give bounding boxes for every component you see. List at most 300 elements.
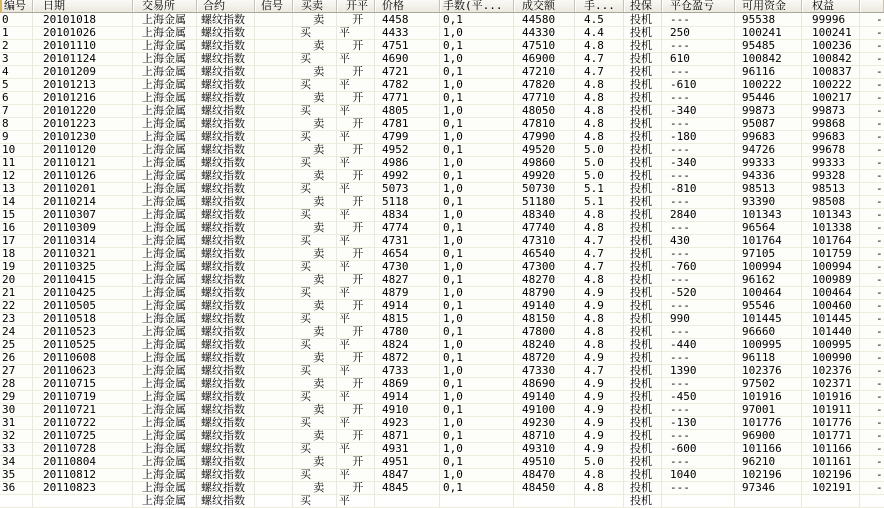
table-cell-equity: 99996: [802, 13, 860, 27]
table-row[interactable]: [0, 338, 884, 351]
table-cell-fee: 4.8: [575, 325, 624, 339]
table-row[interactable]: [0, 390, 884, 403]
table-cell-open-close: 平: [337, 156, 375, 170]
table-cell-hedge-flag: 投机: [624, 221, 662, 235]
table-cell-hedge-flag: 投机: [624, 299, 662, 313]
table-cell-signal: [255, 182, 293, 196]
table-row[interactable]: [0, 13, 884, 26]
table-row[interactable]: [0, 52, 884, 65]
table-row[interactable]: [0, 247, 884, 260]
table-cell-available-funds: 95485: [735, 39, 802, 53]
table-cell-date: 20101026: [33, 26, 133, 40]
table-cell-available-funds: 97502: [735, 377, 802, 391]
table-cell-date: 20110722: [33, 416, 133, 430]
table-row[interactable]: [0, 429, 884, 442]
table-cell-date: 20110523: [33, 325, 133, 339]
table-cell-available-funds: 100241: [735, 26, 802, 40]
table-cell-date: 20110715: [33, 377, 133, 391]
table-cell-equity: 100460: [802, 299, 860, 313]
table-cell-id: 30: [0, 403, 33, 417]
table-cell-lots: 0,1: [440, 455, 514, 469]
table-row[interactable]: [0, 364, 884, 377]
header-cell-closed-pl[interactable]: 平仓盈亏: [662, 0, 735, 12]
table-cell-price: 4751: [375, 39, 440, 53]
table-cell-lots: 1,0: [440, 104, 514, 118]
table-cell-fee: 4.8: [575, 481, 624, 495]
table-cell-hedge-flag: 投机: [624, 455, 662, 469]
table-cell-clipped: -: [860, 221, 884, 235]
table-cell-contract: 螺纹指数: [197, 247, 255, 261]
table-row[interactable]: [0, 481, 884, 494]
table-cell-date: 20101213: [33, 78, 133, 92]
table-cell-open-close: 平: [337, 130, 375, 144]
table-cell-open-close: 平: [337, 182, 375, 196]
table-cell-closed-pl: ---: [662, 195, 735, 209]
table-cell-hedge-flag: 投机: [624, 143, 662, 157]
table-cell-lots: 0,1: [440, 299, 514, 313]
table-cell-exchange: 上海金属: [133, 429, 197, 443]
table-cell-hedge-flag: 投机: [624, 39, 662, 53]
table-cell-contract: 螺纹指数: [197, 208, 255, 222]
table-cell-date: 20101124: [33, 52, 133, 66]
table-cell-available-funds: 96564: [735, 221, 802, 235]
grid-body[interactable]: [0, 13, 884, 507]
table-cell-exchange: 上海金属: [133, 416, 197, 430]
header-cell-exchange[interactable]: 交易所: [133, 0, 197, 12]
table-cell-closed-pl: -450: [662, 390, 735, 404]
table-row[interactable]: [0, 117, 884, 130]
table-cell-hedge-flag: 投机: [624, 312, 662, 326]
table-cell-exchange: 上海金属: [133, 91, 197, 105]
table-cell-available-funds: 94726: [735, 143, 802, 157]
table-cell-contract: 螺纹指数: [197, 182, 255, 196]
table-cell-equity: 100989: [802, 273, 860, 287]
table-cell-exchange: 上海金属: [133, 494, 197, 508]
header-cell-date[interactable]: 日期: [33, 0, 133, 12]
table-cell-lots: 0,1: [440, 91, 514, 105]
table-cell-price: 4771: [375, 91, 440, 105]
table-cell-exchange: 上海金属: [133, 39, 197, 53]
table-cell-id: 13: [0, 182, 33, 196]
table-cell-available-funds: 97001: [735, 403, 802, 417]
table-cell-signal: [255, 143, 293, 157]
table-cell-lots: 0,1: [440, 247, 514, 261]
table-cell-open-close: 平: [337, 494, 375, 508]
table-cell-fee: 4.9: [575, 351, 624, 365]
table-cell-clipped: -: [860, 468, 884, 482]
header-cell-fee[interactable]: 手...: [575, 0, 624, 12]
table-cell-lots: [440, 494, 514, 508]
table-cell-contract: 螺纹指数: [197, 104, 255, 118]
table-cell-id: 17: [0, 234, 33, 248]
table-row[interactable]: [0, 273, 884, 286]
header-cell-signal[interactable]: 信号: [255, 0, 293, 12]
table-cell-clipped: -: [860, 351, 884, 365]
table-cell-lots: 0,1: [440, 429, 514, 443]
table-cell-signal: [255, 390, 293, 404]
table-cell-open-close: 平: [337, 312, 375, 326]
table-cell-hedge-flag: 投机: [624, 91, 662, 105]
header-cell-lots[interactable]: 手数(平...: [440, 0, 514, 12]
table-cell-id: 27: [0, 364, 33, 378]
table-cell-available-funds: 102376: [735, 364, 802, 378]
header-cell-price[interactable]: 价格: [375, 0, 440, 12]
table-cell-exchange: 上海金属: [133, 182, 197, 196]
table-cell-price: 4827: [375, 273, 440, 287]
table-cell-clipped: -: [860, 156, 884, 170]
table-cell-price: 4730: [375, 260, 440, 274]
table-cell-closed-pl: ---: [662, 117, 735, 131]
table-cell-signal: [255, 221, 293, 235]
table-cell-fee: 4.8: [575, 221, 624, 235]
table-cell-closed-pl: -180: [662, 130, 735, 144]
header-cell-turnover[interactable]: 成交额: [514, 0, 575, 12]
table-cell-signal: [255, 65, 293, 79]
table-cell-turnover: 47810: [514, 117, 575, 131]
table-cell-hedge-flag: 投机: [624, 234, 662, 248]
table-cell-contract: 螺纹指数: [197, 195, 255, 209]
table-cell-turnover: 48720: [514, 351, 575, 365]
table-row[interactable]: [0, 195, 884, 208]
table-row[interactable]: [0, 377, 884, 390]
table-cell-equity: 101161: [802, 455, 860, 469]
table-cell-id: 23: [0, 312, 33, 326]
table-row[interactable]: [0, 130, 884, 143]
table-cell-closed-pl: ---: [662, 481, 735, 495]
table-cell-available-funds: 95087: [735, 117, 802, 131]
table-cell-buy-sell: 卖: [293, 299, 337, 313]
table-cell-exchange: 上海金属: [133, 234, 197, 248]
table-cell-closed-pl: 610: [662, 52, 735, 66]
table-cell-signal: [255, 273, 293, 287]
header-cell-clipped[interactable]: [860, 0, 884, 12]
table-cell-closed-pl: 2840: [662, 208, 735, 222]
table-cell-turnover: 47300: [514, 260, 575, 274]
table-cell-clipped: -: [860, 286, 884, 300]
table-cell-price: [375, 494, 440, 508]
table-cell-hedge-flag: 投机: [624, 13, 662, 27]
table-row[interactable]: [0, 182, 884, 195]
header-accent-strip: [0, 0, 2, 13]
table-cell-signal: [255, 364, 293, 378]
table-row[interactable]: [0, 325, 884, 338]
table-cell-available-funds: 100222: [735, 78, 802, 92]
table-cell-price: 4923: [375, 416, 440, 430]
header-cell-id[interactable]: 编号: [0, 0, 33, 12]
table-cell-buy-sell: 买: [293, 260, 337, 274]
table-cell-available-funds: 97346: [735, 481, 802, 495]
table-cell-id: 32: [0, 429, 33, 443]
table-cell-signal: [255, 13, 293, 27]
table-cell-date: 20110525: [33, 338, 133, 352]
table-row[interactable]: [0, 468, 884, 481]
table-cell-fee: 4.7: [575, 65, 624, 79]
table-cell-signal: [255, 299, 293, 313]
table-cell-buy-sell: 买: [293, 104, 337, 118]
table-cell-lots: 1,0: [440, 442, 514, 456]
table-cell-buy-sell: 卖: [293, 351, 337, 365]
table-cell-lots: 1,0: [440, 338, 514, 352]
table-row[interactable]: [0, 442, 884, 455]
table-cell-price: 4781: [375, 117, 440, 131]
table-cell-price: 4458: [375, 13, 440, 27]
table-cell-equity: 102191: [802, 481, 860, 495]
table-cell-available-funds: 99683: [735, 130, 802, 144]
table-cell-fee: 4.9: [575, 429, 624, 443]
header-cell-equity[interactable]: 权益: [802, 0, 860, 12]
table-cell-lots: 0,1: [440, 143, 514, 157]
table-cell-fee: 4.8: [575, 117, 624, 131]
table-cell-open-close: 开: [337, 221, 375, 235]
table-cell-id: 12: [0, 169, 33, 183]
table-cell-contract: 螺纹指数: [197, 65, 255, 79]
table-row[interactable]: [0, 221, 884, 234]
table-cell-id: 2: [0, 39, 33, 53]
table-cell-clipped: -: [860, 364, 884, 378]
table-cell-closed-pl: ---: [662, 351, 735, 365]
table-cell-fee: 4.9: [575, 299, 624, 313]
table-cell-turnover: 49140: [514, 299, 575, 313]
table-cell-clipped: -: [860, 169, 884, 183]
table-cell-clipped: -: [860, 260, 884, 274]
table-cell-contract: 螺纹指数: [197, 78, 255, 92]
table-cell-buy-sell: 买: [293, 156, 337, 170]
table-cell-date: 20110314: [33, 234, 133, 248]
table-row[interactable]: [0, 65, 884, 78]
table-cell-available-funds: 100842: [735, 52, 802, 66]
table-cell-closed-pl: ---: [662, 143, 735, 157]
table-cell-lots: 0,1: [440, 117, 514, 131]
table-cell-contract: 螺纹指数: [197, 52, 255, 66]
table-cell-signal: [255, 234, 293, 248]
table-cell-date: 20110608: [33, 351, 133, 365]
table-cell-turnover: [514, 494, 575, 508]
table-cell-exchange: 上海金属: [133, 104, 197, 118]
table-cell-fee: 4.8: [575, 273, 624, 287]
table-cell-lots: 1,0: [440, 260, 514, 274]
table-cell-hedge-flag: 投机: [624, 169, 662, 183]
table-cell-signal: [255, 442, 293, 456]
table-cell-date: 20110518: [33, 312, 133, 326]
table-cell-available-funds: 97105: [735, 247, 802, 261]
table-cell-closed-pl: ---: [662, 39, 735, 53]
table-cell-available-funds: 93390: [735, 195, 802, 209]
table-cell-signal: [255, 325, 293, 339]
table-cell-hedge-flag: 投机: [624, 403, 662, 417]
table-cell-lots: 1,0: [440, 364, 514, 378]
table-cell-price: 4992: [375, 169, 440, 183]
table-cell-closed-pl: -520: [662, 286, 735, 300]
table-cell-signal: [255, 377, 293, 391]
table-cell-equity: 101764: [802, 234, 860, 248]
table-cell-turnover: 44330: [514, 26, 575, 40]
table-cell-fee: 4.8: [575, 78, 624, 92]
table-row[interactable]: [0, 26, 884, 39]
table-cell-signal: [255, 130, 293, 144]
table-cell-fee: 4.9: [575, 403, 624, 417]
table-row[interactable]: [0, 143, 884, 156]
table-cell-fee: 4.5: [575, 13, 624, 27]
table-row[interactable]: [0, 156, 884, 169]
table-cell-id: 4: [0, 65, 33, 79]
table-cell-date: 20110721: [33, 403, 133, 417]
table-cell-available-funds: 100994: [735, 260, 802, 274]
table-cell-signal: [255, 39, 293, 53]
table-cell-clipped: -: [860, 117, 884, 131]
table-cell-hedge-flag: 投机: [624, 416, 662, 430]
table-cell-turnover: 48270: [514, 273, 575, 287]
table-cell-signal: [255, 26, 293, 40]
table-cell-buy-sell: 卖: [293, 481, 337, 495]
table-row[interactable]: [0, 299, 884, 312]
table-cell-available-funds: 95538: [735, 13, 802, 27]
table-cell-closed-pl: -130: [662, 416, 735, 430]
table-cell-contract: 螺纹指数: [197, 143, 255, 157]
table-cell-buy-sell: 买: [293, 390, 337, 404]
table-cell-equity: 100990: [802, 351, 860, 365]
table-cell-exchange: 上海金属: [133, 364, 197, 378]
table-cell-fee: 4.7: [575, 260, 624, 274]
table-cell-fee: 5.0: [575, 143, 624, 157]
table-cell-open-close: 平: [337, 286, 375, 300]
table-cell-lots: 1,0: [440, 468, 514, 482]
table-cell-signal: [255, 468, 293, 482]
table-cell-closed-pl: ---: [662, 403, 735, 417]
table-cell-contract: 螺纹指数: [197, 39, 255, 53]
table-cell-clipped: -: [860, 455, 884, 469]
table-cell-exchange: 上海金属: [133, 65, 197, 79]
table-cell-exchange: 上海金属: [133, 156, 197, 170]
table-row[interactable]: [0, 494, 884, 507]
table-cell-fee: 4.8: [575, 104, 624, 118]
table-cell-buy-sell: 买: [293, 364, 337, 378]
table-cell-buy-sell: 卖: [293, 39, 337, 53]
table-cell-price: 4914: [375, 299, 440, 313]
table-cell-hedge-flag: 投机: [624, 273, 662, 287]
table-cell-fee: 4.7: [575, 364, 624, 378]
header-cell-buy-sell[interactable]: 买卖: [293, 0, 337, 12]
table-cell-contract: 螺纹指数: [197, 221, 255, 235]
table-cell-turnover: 47990: [514, 130, 575, 144]
table-cell-buy-sell: 买: [293, 312, 337, 326]
table-cell-clipped: -: [860, 182, 884, 196]
table-cell-signal: [255, 260, 293, 274]
table-cell-exchange: 上海金属: [133, 26, 197, 40]
table-row[interactable]: [0, 312, 884, 325]
table-row[interactable]: [0, 260, 884, 273]
table-cell-price: 4433: [375, 26, 440, 40]
table-cell-clipped: -: [860, 52, 884, 66]
table-cell-id: 31: [0, 416, 33, 430]
table-cell-id: 22: [0, 299, 33, 313]
table-cell-exchange: 上海金属: [133, 312, 197, 326]
table-cell-exchange: 上海金属: [133, 351, 197, 365]
table-cell-id: 20: [0, 273, 33, 287]
table-cell-fee: 4.9: [575, 442, 624, 456]
table-cell-date: 20110415: [33, 273, 133, 287]
table-cell-closed-pl: ---: [662, 221, 735, 235]
table-cell-turnover: 48150: [514, 312, 575, 326]
table-cell-price: 4871: [375, 429, 440, 443]
table-cell-price: 4824: [375, 338, 440, 352]
table-cell-available-funds: 101166: [735, 442, 802, 456]
table-row[interactable]: [0, 455, 884, 468]
table-cell-turnover: 48470: [514, 468, 575, 482]
table-cell-contract: 螺纹指数: [197, 468, 255, 482]
table-cell-clipped: -: [860, 26, 884, 40]
table-cell-open-close: 开: [337, 143, 375, 157]
table-cell-available-funds: 99873: [735, 104, 802, 118]
table-cell-closed-pl: 250: [662, 26, 735, 40]
table-cell-open-close: 平: [337, 78, 375, 92]
table-cell-available-funds: 101764: [735, 234, 802, 248]
table-cell-equity: 100842: [802, 52, 860, 66]
table-row[interactable]: [0, 403, 884, 416]
table-cell-price: 4721: [375, 65, 440, 79]
table-cell-price: 4780: [375, 325, 440, 339]
table-cell-buy-sell: 买: [293, 234, 337, 248]
header-cell-open-close[interactable]: 开平: [337, 0, 375, 12]
table-cell-exchange: 上海金属: [133, 468, 197, 482]
table-cell-turnover: 50730: [514, 182, 575, 196]
table-cell-clipped: -: [860, 65, 884, 79]
table-row[interactable]: [0, 351, 884, 364]
table-cell-price: 4799: [375, 130, 440, 144]
table-cell-turnover: 51180: [514, 195, 575, 209]
table-cell-fee: 5.0: [575, 455, 624, 469]
table-cell-available-funds: 96116: [735, 65, 802, 79]
table-row[interactable]: [0, 416, 884, 429]
table-row[interactable]: [0, 104, 884, 117]
table-cell-lots: 1,0: [440, 26, 514, 40]
table-cell-closed-pl: -340: [662, 104, 735, 118]
table-row[interactable]: [0, 286, 884, 299]
table-row[interactable]: [0, 78, 884, 91]
table-cell-signal: [255, 403, 293, 417]
header-cell-hedge-flag[interactable]: 投保: [624, 0, 662, 12]
table-cell-lots: 1,0: [440, 286, 514, 300]
table-cell-clipped: -: [860, 390, 884, 404]
table-cell-signal: [255, 429, 293, 443]
table-cell-closed-pl: -340: [662, 156, 735, 170]
table-cell-available-funds: 95446: [735, 91, 802, 105]
table-cell-buy-sell: 卖: [293, 403, 337, 417]
table-row[interactable]: [0, 39, 884, 52]
table-cell-id: 33: [0, 442, 33, 456]
header-cell-available-funds[interactable]: 可用资金: [735, 0, 802, 12]
table-row[interactable]: [0, 169, 884, 182]
table-cell-clipped: -: [860, 39, 884, 53]
table-cell-open-close: 平: [337, 52, 375, 66]
table-cell-closed-pl: ---: [662, 65, 735, 79]
table-cell-closed-pl: 990: [662, 312, 735, 326]
table-cell-closed-pl: -610: [662, 78, 735, 92]
table-cell-buy-sell: 买: [293, 416, 337, 430]
table-row[interactable]: [0, 234, 884, 247]
table-cell-clipped: -: [860, 13, 884, 27]
table-cell-id: 6: [0, 91, 33, 105]
table-cell-hedge-flag: 投机: [624, 442, 662, 456]
header-cell-contract[interactable]: 合约: [197, 0, 255, 12]
table-row[interactable]: [0, 208, 884, 221]
table-cell-closed-pl: ---: [662, 429, 735, 443]
table-row[interactable]: [0, 91, 884, 104]
table-cell-clipped: -: [860, 208, 884, 222]
table-cell-fee: 4.8: [575, 130, 624, 144]
table-cell-open-close: 平: [337, 338, 375, 352]
table-cell-signal: [255, 52, 293, 66]
table-cell-equity: 102371: [802, 377, 860, 391]
